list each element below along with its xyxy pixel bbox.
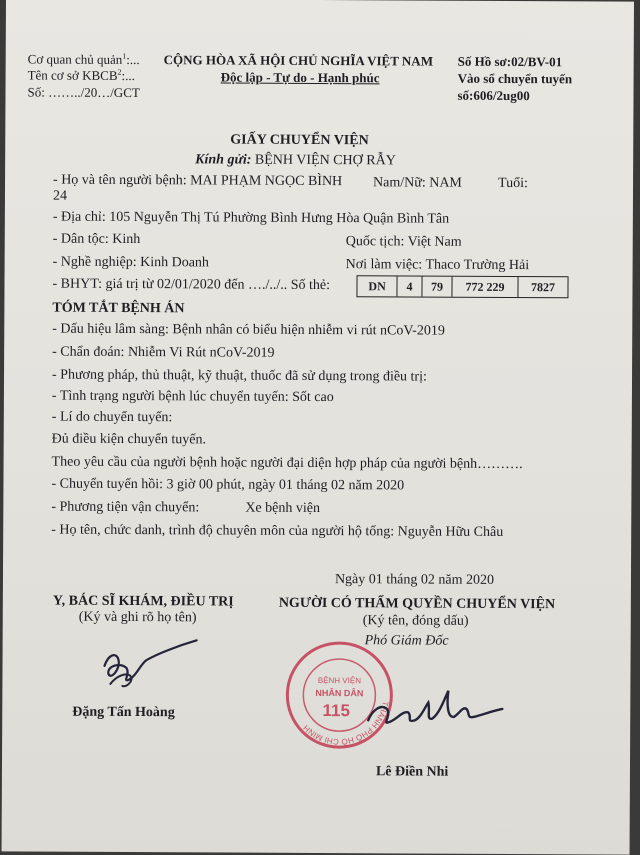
patient-occupation: - Nghề nghiệp: Kinh Doanh (52, 254, 209, 271)
patient-ethnicity: - Dân tộc: Kinh (52, 231, 141, 248)
patient-gender: Nam/Nữ: NAM (373, 175, 462, 191)
doctor-name: Đặng Tấn Hoàng (72, 704, 175, 721)
motto: Độc lập - Tự do - Hạnh phúc (220, 69, 380, 86)
patient-name: - Họ và tên người bệnh: MAI PHẠM NGỌC BÌNH (53, 172, 343, 190)
country-name: CỘNG HÒA XÃ HỘI CHỦ NGHĨA VIỆT NAM (163, 52, 434, 69)
sign-date: Ngày 01 tháng 02 năm 2020 (334, 572, 495, 588)
stamp-text: 115 (322, 701, 351, 721)
transport-label: - Phương tiện vận chuyển: (51, 499, 200, 516)
stamp-ring-text: THÀNH PHỐ HỒ CHÍ MINH (301, 700, 390, 747)
document-title: GIẤY CHUYỂN VIỆN (230, 132, 369, 149)
transfer-book: Vào sổ chuyển tuyến (457, 70, 573, 87)
transfer-time: - Chuyển tuyến hồi: 3 giờ 00 phút, ngày 01 tháng 02 năm 2020 (51, 476, 405, 494)
authority-title: NGƯỜI CÓ THẨM QUYỀN CHUYỂN VIỆN (278, 595, 556, 613)
insurance-line: - BHYT: giá trị từ 02/01/2020 đến …./../.. Số thẻ: (52, 276, 331, 294)
recipient-line: Kính gửi: BỆNH VIỆN CHỢ RẪY (195, 152, 396, 169)
document-number: Số: ……../20…/GCT (27, 84, 140, 101)
authority-signature (362, 680, 512, 741)
doctor-signature (86, 636, 206, 697)
transfer-number: số:606/2ug00 (457, 87, 530, 104)
eligibility: Đủ điều kiện chuyển tuyến. (51, 431, 207, 448)
doctor-note: (Ký và ghi rõ họ tên) (78, 609, 197, 626)
record-number: Số Hồ sơ:02/BV-01 (457, 53, 563, 70)
agency-line: Cơ quan chủ quản$^1$:... (27, 51, 140, 68)
summary-heading: TÓM TẮT BỆNH ÁN (52, 300, 185, 317)
authority-role: Phó Giám Đốc (364, 633, 449, 649)
transfer-reason: - Lí do chuyển tuyến: (51, 409, 173, 426)
patient-age: 24 (52, 188, 68, 204)
card-cell: 4 (398, 276, 423, 296)
authority-note: (Ký tên, đóng dấu) (362, 613, 469, 629)
condition-at-transfer: - Tình trạng người bệnh lúc chuyển tuyến: Sốt cao (51, 388, 334, 406)
clinical-signs: - Dấu hiệu lâm sàng: Bệnh nhân có biểu hiện nhiễm vi rút nCoV-2019 (52, 321, 445, 339)
card-cell: 7827 (530, 279, 556, 294)
facility-line: Tên cơ sở KBCB$^2$:... (27, 67, 135, 84)
referral-document (2, 0, 634, 855)
patient-address: - Địa chỉ: 105 Nguyễn Thị Tú Phường Bình Hưng Hòa Quận Bình Tân (52, 209, 450, 227)
stamp-text: BỆNH VIỆN (317, 675, 362, 686)
treatment: - Phương pháp, thủ thuật, kỹ thuật, thuốc đã sử dụng trong điều trị: (51, 367, 427, 385)
patient-nationality: Quốc tịch: Việt Nam (345, 234, 462, 250)
patient-workplace: Nơi làm việc: Thaco Trường Hải (345, 257, 530, 274)
authority-name: Lê Điền Nhi (375, 764, 449, 780)
patient-age-label: Tuổi: (498, 175, 528, 192)
stamp-text: NHÂN DÂN (315, 687, 364, 699)
transport-value: Xe bệnh viện (245, 500, 321, 517)
card-cell: 79 (422, 277, 453, 297)
patient-request: Theo yêu cầu của người bệnh hoặc người đại diện hợp pháp của người bệnh………. (51, 454, 523, 473)
insurance-card-number (356, 275, 568, 298)
doctor-title: Y, BÁC SĨ KHÁM, ĐIỀU TRỊ (52, 593, 234, 610)
card-cell: 772 229 (453, 277, 519, 297)
diagnosis: - Chẩn đoán: Nhiễm Vi Rút nCoV-2019 (52, 344, 275, 361)
escort: - Họ tên, chức danh, trình độ chuyên môn của người hộ tống: Nguyễn Hữu Châu (51, 522, 504, 540)
card-cell: DN (357, 276, 397, 296)
